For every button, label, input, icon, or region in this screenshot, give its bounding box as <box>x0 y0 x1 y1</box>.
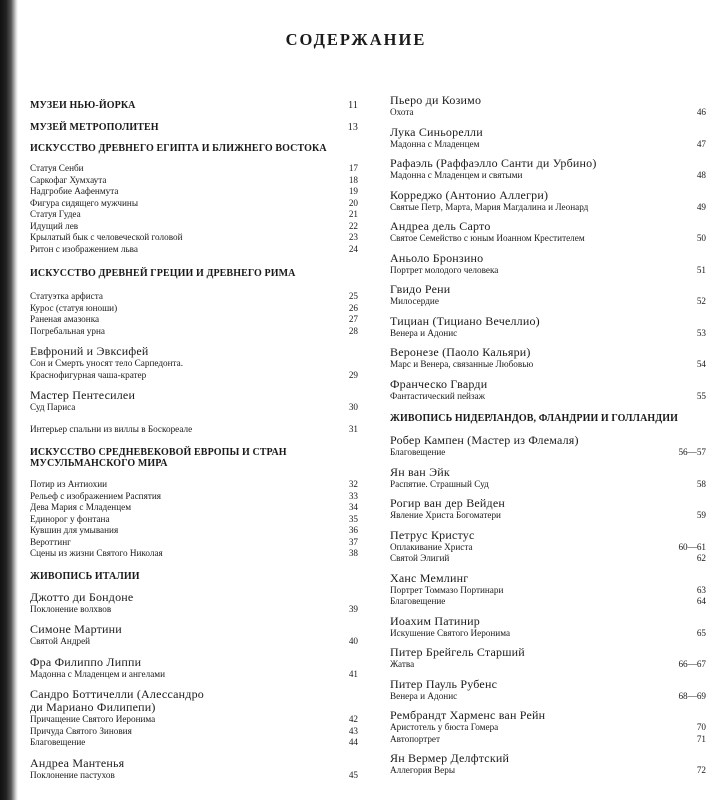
entry-page-number: 39 <box>348 603 358 614</box>
entry-title: Благовещение <box>390 596 446 606</box>
toc-entry <box>30 175 358 187</box>
entry-title: Поклонение волхвов <box>30 603 112 614</box>
entry-title: Фантастический пейзаж <box>390 390 486 401</box>
entry-title: Интерьер спальни из виллы в Боскореале <box>30 423 193 434</box>
entry-title: Охота <box>390 107 414 117</box>
toc-artist-name: Гвидо Рени <box>390 282 451 296</box>
entry-page-number: 19 <box>348 186 358 196</box>
entry-page-number: 28 <box>348 325 358 336</box>
entry-page-number: 48 <box>696 170 706 180</box>
entry-page-number: 49 <box>696 201 706 212</box>
toc-artist-name: Ян Вермер Делфтский <box>390 751 510 765</box>
entry-page-number: 59 <box>696 510 706 520</box>
toc-entry <box>30 326 358 338</box>
entry-page-number: 29 <box>348 369 358 380</box>
entry-title: Поклонение пастухов <box>30 769 115 780</box>
entry-page-number: 71 <box>696 733 706 744</box>
entry-page-number: 32 <box>348 479 358 489</box>
toc-entry <box>30 370 358 382</box>
toc-artist-name: Ян ван Эйк <box>390 464 450 479</box>
toc-section-heading <box>30 100 358 111</box>
toc-entry <box>390 510 706 522</box>
toc-section-heading <box>30 447 358 469</box>
entry-page-number: 72 <box>696 765 706 775</box>
toc-artist-name: Ханс Мемлинг <box>390 570 469 585</box>
toc-artist-name: Корреджо (Антонио Аллегри) <box>390 187 549 202</box>
toc-entry <box>30 186 358 198</box>
toc-artist-name: Фра Филиппо Липпи <box>30 654 142 669</box>
toc-entry <box>30 232 358 244</box>
entry-page-number: 55 <box>696 390 706 401</box>
toc-entry <box>30 291 358 303</box>
entry-title: Портрет Томмазо Портинари <box>390 584 504 595</box>
entry-page-number: 45 <box>348 769 358 780</box>
toc-entry <box>390 296 706 308</box>
toc-entry <box>30 537 358 549</box>
section-title: МУЗЕИ НЬЮ-ЙОРКА <box>30 100 136 111</box>
toc-entry <box>30 198 358 210</box>
entry-title: Оплакивание Христа <box>390 541 473 552</box>
entry-title: Явление Христа Богоматери <box>390 510 501 520</box>
entry-page-number: 60—61 <box>678 541 706 552</box>
entry-title: Кувшин для умывания <box>30 525 119 535</box>
toc-artist-name: Тициан (Тициано Вечеллио) <box>390 313 540 328</box>
toc-entry <box>390 139 706 151</box>
toc-entry <box>390 202 706 214</box>
entry-page-number: 50 <box>696 233 706 243</box>
entry-page-number: 38 <box>348 548 358 558</box>
entry-page-number: 26 <box>348 302 358 313</box>
toc-entry <box>390 628 706 640</box>
toc-entry <box>30 303 358 315</box>
toc-artist-name: Рембрандт Харменс ван Рейн <box>390 708 546 722</box>
toc-entry <box>30 221 358 233</box>
entry-page-number: 63 <box>696 584 706 595</box>
entry-page-number: 17 <box>348 163 358 173</box>
entry-page-number: 22 <box>348 220 358 231</box>
entry-page-number: 34 <box>348 502 358 512</box>
section-title: МУЗЕЙ МЕТРОПОЛИТЕН <box>30 122 159 133</box>
page-binding-shadow <box>0 0 18 800</box>
toc-entry <box>30 714 358 726</box>
toc-artist-name: Питер Пауль Рубенс <box>390 676 498 691</box>
entry-title: Курос (статуя юноши) <box>30 302 118 313</box>
toc-entry <box>390 391 706 403</box>
toc-entry <box>30 314 358 326</box>
toc-entry <box>390 265 706 277</box>
toc-entry <box>30 636 358 648</box>
entry-title: Погребальная урна <box>30 325 105 336</box>
toc-artist-name: Симоне Мартини <box>30 622 122 636</box>
toc-entry <box>30 737 358 749</box>
toc-artist-name: Андреа дель Сарто <box>390 219 491 233</box>
entry-page-number: 66—67 <box>678 659 706 669</box>
entry-page-number: 20 <box>348 197 358 208</box>
toc-entry <box>30 726 358 738</box>
section-title: ИСКУССТВО ДРЕВНЕГО ЕГИПТА И БЛИЖНЕГО ВОСТОКА <box>30 143 327 154</box>
toc-artist-name: Андреа Мантенья <box>30 755 125 770</box>
entry-title: Искушение Святого Иеронима <box>390 627 511 638</box>
entry-page-number: 62 <box>696 553 706 563</box>
entry-title: Мадонна с Младенцем и ангелами <box>30 668 166 679</box>
entry-title: Милосердие <box>390 296 439 306</box>
entry-title: Ритон с изображением льва <box>30 243 138 254</box>
section-title: ЖИВОПИСЬ НИДЕРЛАНДОВ, ФЛАНДРИИ И ГОЛЛАНДИИ <box>390 413 679 424</box>
toc-entry <box>390 233 706 245</box>
toc-artist-name: Робер Кампен (Мастер из Флемаля) <box>390 433 579 447</box>
toc-entry <box>390 328 706 340</box>
toc-artist-name: Джотто ди Бондоне <box>30 589 134 604</box>
toc-entry <box>30 244 358 256</box>
toc-entry <box>390 596 706 608</box>
entry-title: Дева Мария с Младенцем <box>30 502 132 512</box>
toc-entry <box>390 553 706 565</box>
entry-title: Венера и Адонис <box>390 327 458 338</box>
entry-title: Раненая амазонка <box>30 314 100 324</box>
toc-entry <box>30 479 358 491</box>
entry-title: Аристотель у бюста Гомера <box>390 722 499 732</box>
toc-section-heading <box>30 122 358 133</box>
entry-title: Рельеф с изображением Распятия <box>30 490 161 501</box>
toc-entry <box>30 358 358 370</box>
toc-artist-name: Питер Брейгель Старший <box>390 645 525 659</box>
entry-page-number: 64 <box>696 596 706 606</box>
toc-artist-name: Пьеро ди Козимо <box>390 93 482 107</box>
entry-page-number: 41 <box>348 668 358 679</box>
entry-page-number: 23 <box>348 232 358 242</box>
toc-entry <box>30 424 358 436</box>
entry-title: Крылатый бык с человеческой головой <box>30 232 183 242</box>
toc-entry <box>30 548 358 560</box>
entry-page-number: 27 <box>348 314 358 324</box>
entry-title: Марс и Венера, связанные Любовью <box>390 359 534 369</box>
entry-title: Статуя Сенби <box>30 163 84 173</box>
toc-artist-name: Рафаэль (Раффаэлло Санти ди Урбино) <box>390 156 597 170</box>
toc-entry <box>390 107 706 119</box>
toc-artist-name: Сандро Боттичелли (Алессандро <box>30 687 204 701</box>
entry-title: Венера и Адонис <box>390 690 458 701</box>
entry-title: Святые Петр, Марта, Мария Магдалина и Леонард <box>390 201 589 212</box>
page-title: СОДЕРЖАНИЕ <box>285 30 427 49</box>
entry-title: Портрет молодого человека <box>390 264 499 275</box>
toc-entry <box>390 765 706 777</box>
entry-title: Надгробие Аафенмута <box>30 186 119 196</box>
entry-page-number: 25 <box>348 291 358 301</box>
entry-page-number: 53 <box>696 327 706 338</box>
toc-artist-name: Петрус Кристус <box>390 527 475 542</box>
entry-page-number: 58 <box>696 478 706 489</box>
toc-artist-name: Веронезе (Паоло Кальяри) <box>390 345 531 359</box>
entry-title: Аллегория Веры <box>390 765 456 775</box>
entry-title: Сцены из жизни Святого Николая <box>30 548 163 558</box>
entry-page-number: 70 <box>696 722 706 732</box>
toc-entry <box>390 170 706 182</box>
toc-entry <box>390 691 706 703</box>
entry-title: Святое Семейство с юным Иоанном Крестителем <box>390 233 585 243</box>
entry-page-number: 56—57 <box>678 447 706 457</box>
toc-column-right <box>390 94 706 777</box>
toc-section-heading <box>30 268 358 279</box>
toc-artist-name: Рогир ван дер Вейден <box>390 496 506 510</box>
entry-page-number: 24 <box>348 243 358 254</box>
toc-artist-name: Евфроний и Эвксифей <box>30 344 149 358</box>
entry-page-number: 36 <box>348 525 358 535</box>
toc-entry <box>30 491 358 503</box>
section-title: ЖИВОПИСЬ ИТАЛИИ <box>30 570 140 582</box>
entry-title: Вероттинг <box>30 536 71 547</box>
toc-entry <box>30 525 358 537</box>
entry-page-number: 30 <box>348 402 358 412</box>
entry-page-number: 42 <box>348 714 358 724</box>
entry-title: Фигура сидящего мужчины <box>30 197 139 208</box>
entry-title: Единорог у фонтана <box>30 513 110 524</box>
entry-title: Сон и Смерть уносят тело Сарпедонта. <box>30 358 184 368</box>
toc-column-left <box>30 94 358 781</box>
toc-entry <box>30 163 358 175</box>
entry-title: Мадонна с Младенцем <box>390 138 480 149</box>
entry-page-number: 52 <box>696 296 706 306</box>
toc-section-heading <box>30 143 358 154</box>
entry-page-number: 18 <box>348 174 358 185</box>
toc-artist-name: Лука Синьорелли <box>390 124 483 139</box>
entry-page-number: 46 <box>696 107 706 117</box>
toc-entry <box>30 402 358 414</box>
entry-page-number: 68—69 <box>678 690 706 701</box>
toc-entry <box>390 359 706 371</box>
toc-entry <box>30 669 358 681</box>
entry-title: Краснофигурная чаша-кратер <box>30 369 147 380</box>
toc-artist-name: Франческо Гварди <box>390 376 488 391</box>
entry-title: Потир из Антиохии <box>30 479 108 489</box>
entry-title: Причуда Святого Зиновия <box>30 725 132 736</box>
toc-section-heading <box>390 413 706 424</box>
section-page-number: 11 <box>348 100 358 111</box>
toc-section-heading <box>30 571 358 582</box>
entry-page-number: 35 <box>348 513 358 524</box>
toc-entry <box>390 734 706 746</box>
entry-title: Статуя Гудеа <box>30 209 81 219</box>
toc-entry <box>30 770 358 782</box>
toc-entry <box>390 659 706 671</box>
entry-page-number: 21 <box>348 209 358 219</box>
toc-artist-name: Мастер Пентесилеи <box>30 388 136 402</box>
entry-title: Благовещение <box>390 447 446 457</box>
entry-page-number: 37 <box>348 536 358 547</box>
entry-title: Мадонна с Младенцем и святыми <box>390 170 523 180</box>
toc-artist-name: Иоахим Патинир <box>390 613 480 628</box>
toc-entry <box>30 514 358 526</box>
entry-title: Саркофаг Хумхаута <box>30 174 107 185</box>
entry-title: Идущий лев <box>30 220 79 231</box>
entry-page-number: 54 <box>696 359 706 369</box>
entry-page-number: 31 <box>348 423 358 434</box>
entry-page-number: 33 <box>348 490 358 501</box>
toc-entry <box>30 209 358 221</box>
entry-title: Святой Андрей <box>30 636 91 646</box>
entry-page-number: 44 <box>348 737 358 747</box>
entry-page-number: 51 <box>696 264 706 275</box>
entry-title: Благовещение <box>30 737 86 747</box>
toc-entry <box>30 502 358 514</box>
entry-title: Статуэтка арфиста <box>30 291 103 301</box>
section-page-number: 13 <box>347 122 358 133</box>
entry-page-number: 40 <box>348 636 358 646</box>
entry-title: Жатва <box>390 659 415 669</box>
section-title: ИСКУССТВО СРЕДНЕВЕКОВОЙ ЕВРОПЫ И СТРАН МУСУЛЬМАНСКОГО МИРА <box>30 447 287 469</box>
entry-title: Святой Элигий <box>390 553 450 563</box>
section-title: ИСКУССТВО ДРЕВНЕЙ ГРЕЦИИ И ДРЕВНЕГО РИМА <box>30 268 296 279</box>
entry-title: Автопортрет <box>390 733 441 744</box>
toc-artist-name: Аньоло Бронзино <box>390 250 484 265</box>
toc-entry <box>390 447 706 459</box>
toc-artist-name: ди Мариано Филипепи) <box>30 700 156 714</box>
entry-page-number: 43 <box>348 725 358 736</box>
entry-title: Распятие. Страшный Суд <box>390 478 489 489</box>
entry-page-number: 47 <box>696 138 706 149</box>
entry-title: Суд Париса <box>30 402 76 412</box>
toc-entry <box>390 542 706 554</box>
entry-page-number: 65 <box>696 627 706 638</box>
entry-title: Причащение Святого Иеронима <box>30 714 156 724</box>
toc-entry <box>390 722 706 734</box>
toc-entry <box>390 585 706 597</box>
toc-entry <box>30 604 358 616</box>
toc-entry <box>390 479 706 491</box>
